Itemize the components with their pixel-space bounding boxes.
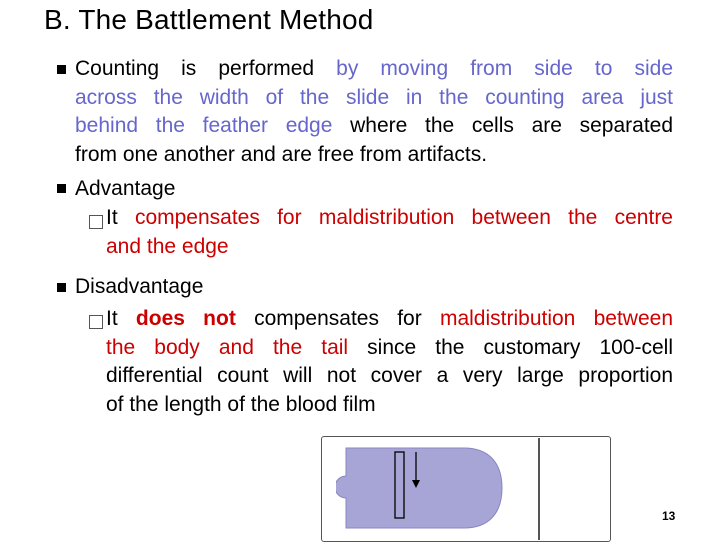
highlight-red-text: compensates for maldistribution between the centre xyxy=(134,206,673,229)
disadvantage-heading: Disadvantage xyxy=(75,275,204,298)
checkbox-bullet-icon xyxy=(89,215,103,229)
bullet-marker-3 xyxy=(57,283,66,292)
advantage-heading: Advantage xyxy=(75,177,176,200)
highlight-blue-text: by moving from side to side xyxy=(336,57,673,80)
disadvantage-line-4: of the length of the blood film xyxy=(106,392,376,416)
checkbox-bullet-icon xyxy=(89,315,103,329)
bullet-marker-2 xyxy=(57,184,66,193)
bullet-marker-1 xyxy=(57,65,66,74)
bullet-1-line-1 xyxy=(75,55,673,84)
text-run: It xyxy=(106,206,135,229)
bullet-1-line-3 xyxy=(75,112,673,141)
disadvantage-line-3: differential count will not cover a very large proportion xyxy=(106,364,673,387)
disadvantage-line-2 xyxy=(106,334,673,363)
emphasis-text: does not xyxy=(135,307,236,330)
advantage-text xyxy=(106,204,673,261)
blood-smear-icon xyxy=(336,440,506,540)
bullet-1-line-4: from one another and are free from artifacts. xyxy=(75,142,488,166)
text-run: since the customary 100-cell xyxy=(348,335,673,359)
highlight-blue-text: across the width of the slide in the counting area just xyxy=(75,85,673,109)
bullet-1-text xyxy=(75,55,673,169)
slide-label-divider xyxy=(538,438,540,540)
advantage-line-2: and the edge xyxy=(106,234,229,258)
highlight-red-text: maldistribution between xyxy=(439,307,673,330)
highlight-blue-text: behind the feather edge xyxy=(75,114,333,137)
page-number: 13 xyxy=(662,509,676,523)
bullet-1-line-2 xyxy=(75,84,673,113)
highlight-red-text: the body and the tail xyxy=(106,335,349,359)
disadvantage-line-1 xyxy=(106,305,673,334)
text-run: compensates for xyxy=(235,307,440,330)
text-run: It xyxy=(106,307,136,330)
page-title: B. The Battlement Method xyxy=(44,4,374,35)
text-run: Counting is performed xyxy=(75,57,337,80)
text-run: where the cells are separated xyxy=(332,114,674,137)
disadvantage-text xyxy=(106,305,673,419)
advantage-line-1 xyxy=(106,204,673,233)
smear-shape xyxy=(336,448,502,528)
